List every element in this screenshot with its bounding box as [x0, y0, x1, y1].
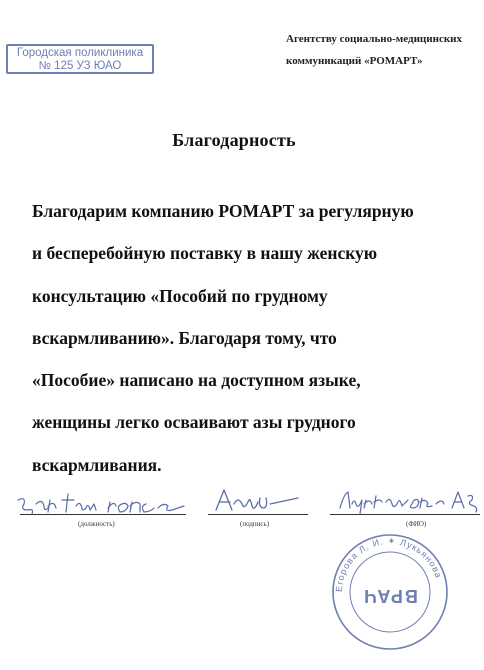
- clinic-stamp-line1: Городская поликлиника: [16, 47, 144, 59]
- doctor-round-stamp: [330, 532, 450, 652]
- stamp-center-text: ВРАЧ: [362, 586, 418, 606]
- body-line: консультацию «Пособий по грудному: [32, 285, 328, 306]
- body-line: Благодарим компанию РОМАРТ за регулярную: [32, 201, 414, 221]
- stamp-outer-text: Егорова Л. И. ✶ Лукьянова: [333, 535, 444, 593]
- handwritten-position: [14, 490, 194, 518]
- name-label: (ФИО): [406, 520, 427, 528]
- document-title: [0, 130, 484, 151]
- document-body: [32, 190, 472, 486]
- handwritten-signature: [212, 486, 302, 516]
- clinic-stamp: [6, 44, 154, 74]
- addressee-block: [286, 28, 476, 72]
- clinic-stamp-line2: № 125 УЗ ЮАО: [38, 60, 122, 72]
- addressee-line2: коммуникаций «РОМАРТ»: [286, 55, 423, 67]
- addressee-line1: Агентству социально-медицинских: [286, 33, 462, 45]
- handwritten-name: [336, 486, 482, 516]
- body-line: женщины легко осваивают азы грудного: [32, 412, 356, 433]
- body-line: и бесперебойную поставку в нашу женскую: [32, 243, 378, 264]
- body-line: вскармливанию». Благодаря тому, что: [32, 327, 337, 348]
- document-title-text: Благодарность: [172, 130, 296, 150]
- signature-label: (подпись): [240, 520, 270, 528]
- body-line: «Пособие» написано на доступном языке,: [32, 370, 361, 391]
- body-line: вскармливания.: [32, 454, 162, 475]
- position-label: (должность): [78, 520, 115, 528]
